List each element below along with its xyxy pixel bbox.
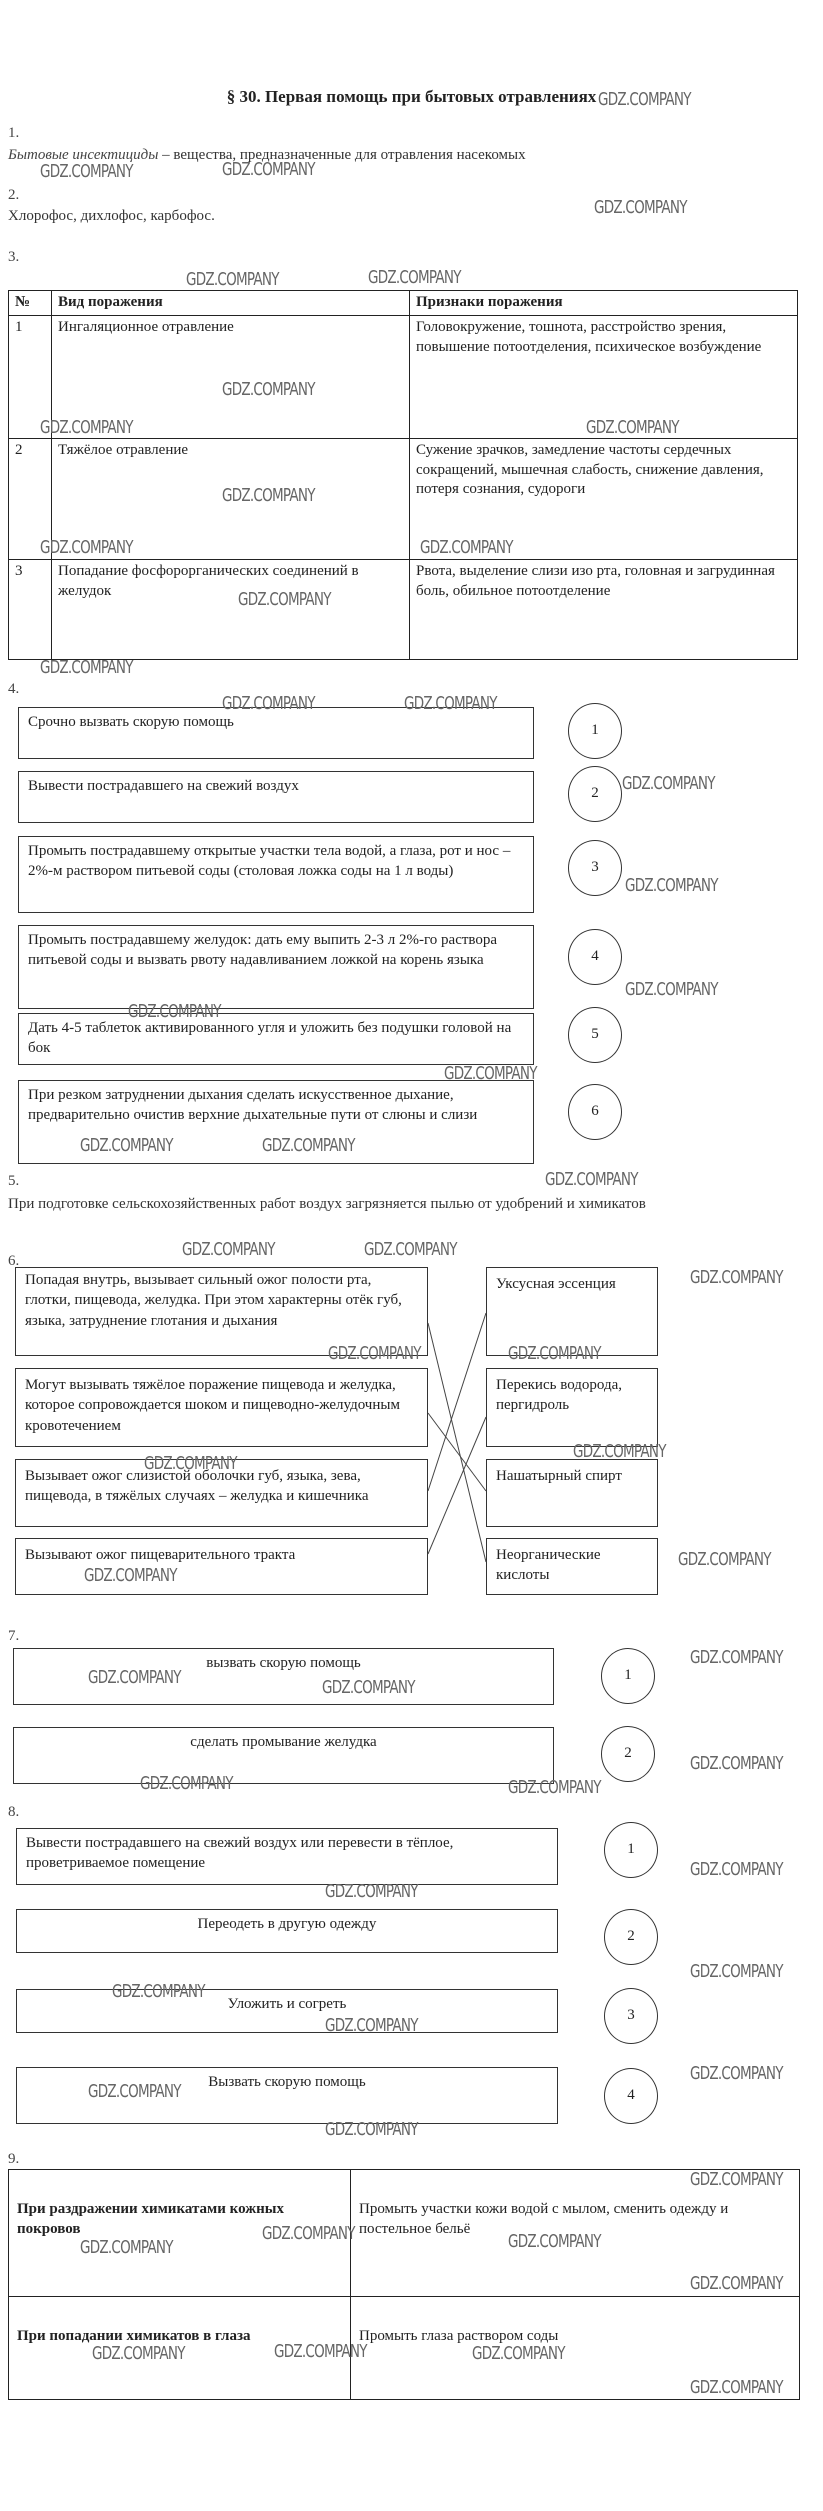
watermark: GDZ.COMPANY (182, 1239, 275, 1260)
order-circle: 2 (568, 766, 622, 822)
watermark: GDZ.COMPANY (84, 1565, 177, 1586)
watermark: GDZ.COMPANY (625, 875, 718, 896)
order-circle: 4 (568, 929, 622, 985)
watermark: GDZ.COMPANY (622, 773, 715, 794)
order-circle: 1 (604, 1822, 658, 1878)
effect-box: Могут вызывать тяжёлое поражение пищевода и желудка, которое сопровождается шоком и пищеводно-желудочным кровотечением (15, 1368, 428, 1447)
header-number: № (9, 291, 52, 316)
watermark: GDZ.COMPANY (508, 2231, 601, 2252)
watermark: GDZ.COMPANY (586, 417, 679, 438)
order-circle: 3 (604, 1988, 658, 2044)
order-circle: 3 (568, 840, 622, 896)
step-box: Промыть пострадавшему открытые участки тела водой, а глаза, рот и нос – 2%-м раствором питьевой соды (столовая ложка соды на 1 л воды) (18, 836, 534, 913)
case-cell: При раздражении химикатами кожных покровов (9, 2170, 351, 2297)
step-box: Уложить и согреть (16, 1989, 558, 2033)
watermark: GDZ.COMPANY (594, 197, 687, 218)
watermark: GDZ.COMPANY (404, 693, 497, 714)
watermark: GDZ.COMPANY (222, 379, 315, 400)
watermark: GDZ.COMPANY (262, 2223, 355, 2244)
action-cell: Промыть глаза раствором соды (351, 2297, 800, 2400)
step-box: Промыть пострадавшему желудок: дать ему выпить 2-3 л 2%-го раствора питьевой соды и вызвать рвоту надавливанием ложкой на корень языка (18, 925, 534, 1009)
watermark: GDZ.COMPANY (573, 1441, 666, 1462)
row-signs: Головокружение, тошнота, расстройство зрения, повышение потоотделения, психическое возбуждение (410, 316, 798, 439)
row-signs: Сужение зрачков, замедление частоты сердечных сокращений, мышечная слабость, снижение давления, потеря сознания, судороги (410, 439, 798, 560)
watermark: GDZ.COMPANY (222, 485, 315, 506)
watermark: GDZ.COMPANY (545, 1169, 638, 1190)
watermark: GDZ.COMPANY (144, 1453, 237, 1474)
question-number-6: 6. (8, 1253, 20, 1269)
question-number-3: 3. (8, 249, 20, 265)
watermark: GDZ.COMPANY (690, 1859, 783, 1880)
watermark: GDZ.COMPANY (92, 2343, 185, 2364)
watermark: GDZ.COMPANY (80, 1135, 173, 1156)
question-number-9: 9. (8, 2151, 20, 2167)
row-type: Попадание фосфорорганических соединений в желудок (52, 560, 410, 660)
row-type: Ингаляционное отравление (52, 316, 410, 439)
step-box: Срочно вызвать скорую помощь (18, 707, 534, 759)
watermark: GDZ.COMPANY (690, 2377, 783, 2398)
substance-box: Нашатырный спирт (486, 1459, 658, 1527)
watermark: GDZ.COMPANY (222, 159, 315, 180)
watermark: GDZ.COMPANY (368, 267, 461, 288)
watermark: GDZ.COMPANY (690, 1267, 783, 1288)
header-type: Вид поражения (52, 291, 410, 316)
effect-box: Попадая внутрь, вызывает сильный ожог полости рта, глотки, пищевода, желудка. При этом характерны отёк губ, языка, затруднение глотания и дыхания (15, 1267, 428, 1356)
watermark: GDZ.COMPANY (690, 1961, 783, 1982)
row-number: 1 (9, 316, 52, 439)
step-box: сделать промывание желудка (13, 1727, 554, 1784)
watermark: GDZ.COMPANY (88, 1667, 181, 1688)
step-box: При резком затруднении дыхания сделать искусственное дыхание, предварительно очистив верхние дыхательные пути от слюны и слизи (18, 1080, 534, 1164)
watermark: GDZ.COMPANY (222, 693, 315, 714)
match-line (428, 1413, 486, 1491)
row-number: 3 (9, 560, 52, 660)
action-cell: Промыть участки кожи водой с мылом, сменить одежду и постельное бельё (351, 2170, 800, 2297)
watermark: GDZ.COMPANY (508, 1343, 601, 1364)
effect-box: Вызывает ожог слизистой оболочки губ, языка, зева, пищевода, в тяжёлых случаях – желудка и кишечника (15, 1459, 428, 1527)
question-number-2: 2. (8, 187, 20, 203)
order-circle: 2 (604, 1909, 658, 1965)
watermark: GDZ.COMPANY (678, 1549, 771, 1570)
watermark: GDZ.COMPANY (274, 2341, 367, 2362)
watermark: GDZ.COMPANY (598, 89, 691, 110)
watermark: GDZ.COMPANY (40, 537, 133, 558)
watermark: GDZ.COMPANY (322, 1677, 415, 1698)
watermark: GDZ.COMPANY (80, 2237, 173, 2258)
watermark: GDZ.COMPANY (444, 1063, 537, 1084)
watermark: GDZ.COMPANY (690, 1753, 783, 1774)
match-line (428, 1323, 486, 1562)
watermark: GDZ.COMPANY (420, 537, 513, 558)
order-circle: 2 (601, 1726, 655, 1782)
watermark: GDZ.COMPANY (325, 2119, 418, 2140)
watermark: GDZ.COMPANY (112, 1981, 205, 2002)
answer-2: Хлорофос, дихлофос, карбофос. (8, 208, 215, 224)
watermark: GDZ.COMPANY (88, 2081, 181, 2102)
question-number-8: 8. (8, 1804, 20, 1820)
substance-box: Уксусная эссенция (486, 1267, 658, 1356)
watermark: GDZ.COMPANY (508, 1777, 601, 1798)
page-title: § 30. Первая помощь при бытовых отравлениях (226, 87, 597, 106)
watermark: GDZ.COMPANY (262, 1135, 355, 1156)
order-circle: 5 (568, 1007, 622, 1063)
row-signs: Рвота, выделение слизи изо рта, головная и загрудинная боль, обильное потоотделение (410, 560, 798, 660)
watermark: GDZ.COMPANY (690, 2169, 783, 2190)
substance-box: Неорганические кислоты (486, 1538, 658, 1595)
match-line (428, 1313, 486, 1491)
step-box: Вывести пострадавшего на свежий воздух или перевести в тёплое, проветриваемое помещение (16, 1828, 558, 1885)
step-box: Вызвать скорую помощь (16, 2067, 558, 2124)
watermark: GDZ.COMPANY (328, 1343, 421, 1364)
order-circle: 1 (601, 1648, 655, 1704)
watermark: GDZ.COMPANY (690, 2273, 783, 2294)
watermark: GDZ.COMPANY (325, 1881, 418, 1902)
table-row (9, 2170, 800, 2297)
step-box: вызвать скорую помощь (13, 1648, 554, 1705)
question-number-7: 7. (8, 1628, 20, 1644)
substance-box: Перекись водорода, пергидроль (486, 1368, 658, 1447)
row-type: Тяжёлое отравление (52, 439, 410, 560)
watermark: GDZ.COMPANY (690, 2063, 783, 2084)
watermark: GDZ.COMPANY (690, 1647, 783, 1668)
watermark: GDZ.COMPANY (238, 589, 331, 610)
watermark: GDZ.COMPANY (140, 1773, 233, 1794)
watermark: GDZ.COMPANY (364, 1239, 457, 1260)
watermark: GDZ.COMPANY (40, 161, 133, 182)
watermark: GDZ.COMPANY (186, 269, 279, 290)
effect-box: Вызывают ожог пищеварительного тракта (15, 1538, 428, 1595)
case-cell: При попадании химикатов в глаза (9, 2297, 351, 2400)
step-box: Дать 4-5 таблеток активированного угля и уложить без подушки головой на бок (18, 1013, 534, 1065)
watermark: GDZ.COMPANY (40, 417, 133, 438)
watermark: GDZ.COMPANY (472, 2343, 565, 2364)
watermark: GDZ.COMPANY (625, 979, 718, 1000)
header-signs: Признаки поражения (410, 291, 798, 316)
answer-1-definition: – вещества, предназначенные для отравления насекомых (158, 147, 526, 163)
question-number-4: 4. (8, 681, 20, 697)
order-circle: 6 (568, 1084, 622, 1140)
match-line (428, 1417, 486, 1554)
answer-5: При подготовке сельскохозяйственных работ воздух загрязняется пылью от удобрений и химикатов (8, 1196, 646, 1212)
answer-1-term: Бытовые инсектициды (8, 147, 159, 163)
watermark: GDZ.COMPANY (40, 657, 133, 678)
watermark: GDZ.COMPANY (325, 2015, 418, 2036)
step-box: Переодеть в другую одежду (16, 1909, 558, 1953)
row-number: 2 (9, 439, 52, 560)
order-circle: 4 (604, 2068, 658, 2124)
order-circle: 1 (568, 703, 622, 759)
question-number-5: 5. (8, 1173, 20, 1189)
watermark: GDZ.COMPANY (128, 1001, 221, 1022)
question-number-1: 1. (8, 125, 20, 141)
step-box: Вывести пострадавшего на свежий воздух (18, 771, 534, 823)
